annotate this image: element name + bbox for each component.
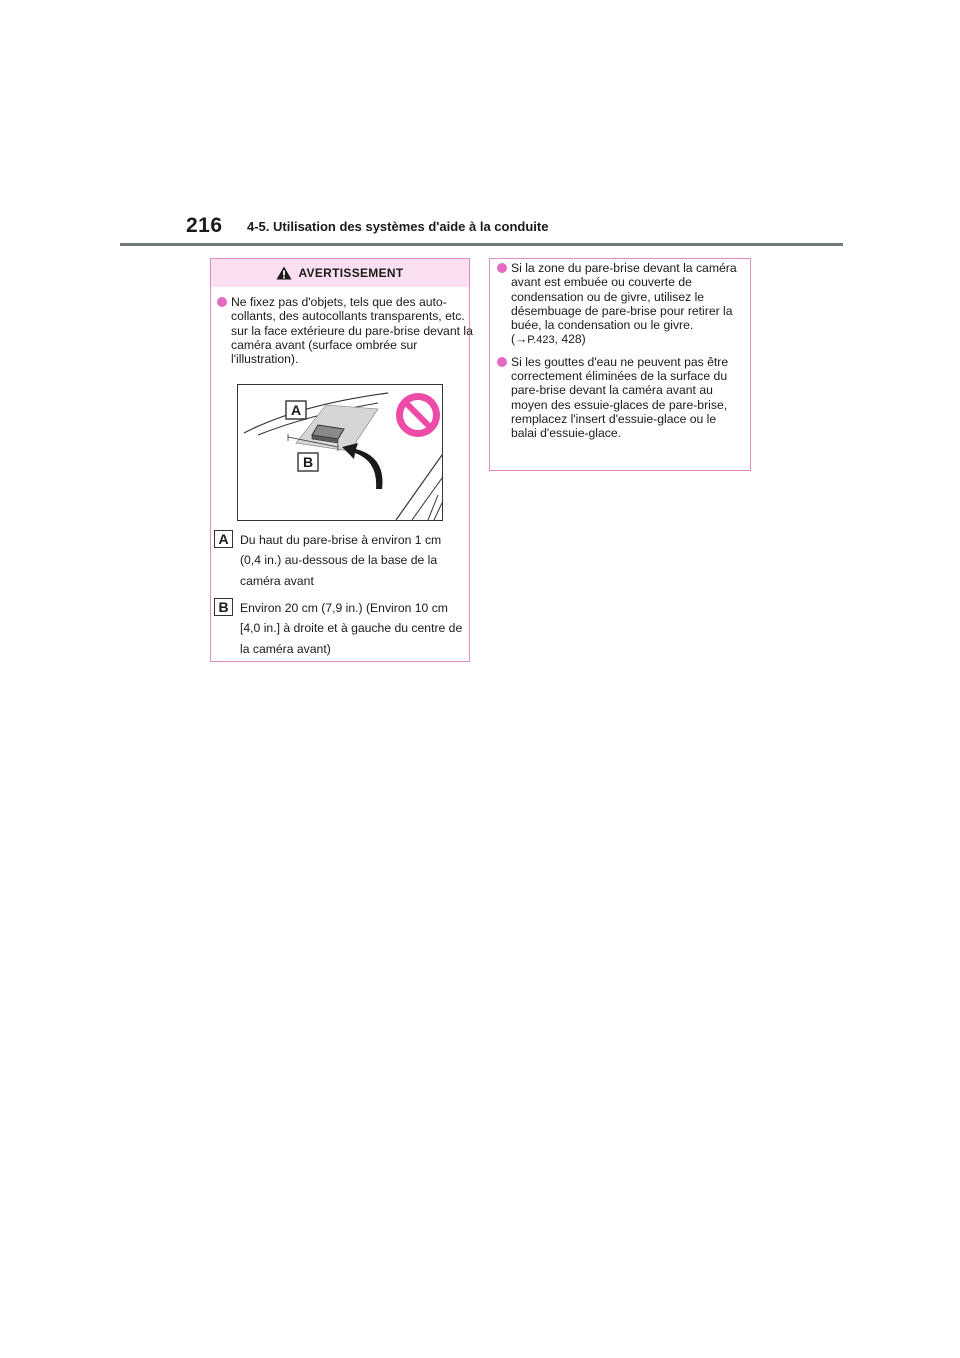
- bullet-icon: [497, 263, 507, 273]
- svg-text:A: A: [290, 402, 302, 418]
- page-number: 216: [186, 214, 223, 237]
- label-badge-b: B: [214, 598, 233, 616]
- bullet-icon: [497, 357, 507, 367]
- warning-title: AVERTISSEMENT: [298, 266, 404, 280]
- reference-arrow-icon: →: [515, 332, 528, 347]
- svg-text:B: B: [302, 454, 314, 470]
- warning-bullet: [213, 295, 481, 366]
- warning-triangle-icon: [276, 266, 292, 280]
- bullet-icon: [217, 297, 227, 307]
- windshield-camera-drawing: [238, 385, 442, 520]
- continued-bullet-1-text: Si la zone du pare-brise devant la caméra avant est embuée ou couverte de condensation ou de givre, utilisez le désembuage de pare-brise pour retirer la buée, la condensation ou le givre.: [511, 261, 737, 333]
- label-text-b: Environ 20 cm (7,9 in.) (Environ 10 cm [4,0 in.] à droite et à gauche du centre de la caméra avant): [240, 601, 463, 656]
- continued-bullet-2-text: Si les gouttes d'eau ne peuvent pas être correctement éliminées de la surface du pare-brise devant la caméra avant au moyen des essuie-glaces de pare-brise, remplacez l'insert d'essuie-glace ou le balai d'essuie-glace.: [511, 354, 729, 441]
- label-text-a: Du haut du pare-brise à environ 1 cm (0,4 in.) au-dessous de la base de la caméra avant: [240, 533, 442, 588]
- header-rule: [120, 243, 843, 246]
- label-item-a: [214, 530, 464, 591]
- page-reference[interactable]: (→P.423, 428): [511, 332, 586, 347]
- label-badge-a: A: [214, 530, 233, 548]
- section-title: 4-5. Utilisation des systèmes d'aide à la conduite: [247, 219, 549, 234]
- warning-header: [211, 259, 469, 287]
- warning-continued-content: [493, 261, 745, 448]
- label-item-b: [214, 598, 464, 659]
- windshield-illustration: [237, 384, 443, 521]
- prohibition-icon: [396, 393, 440, 437]
- warning-bullet-text: Ne fixez pas d'objets, tels que des auto-collants, des autocollants transparents, etc. sur la face extérieure du pare-brise devant la caméra avant (surface ombrée sur l'illustration).: [231, 295, 473, 367]
- continued-bullet-1: [493, 261, 745, 348]
- curved-arrow-icon: [342, 443, 382, 489]
- continued-bullet-2: [493, 355, 745, 441]
